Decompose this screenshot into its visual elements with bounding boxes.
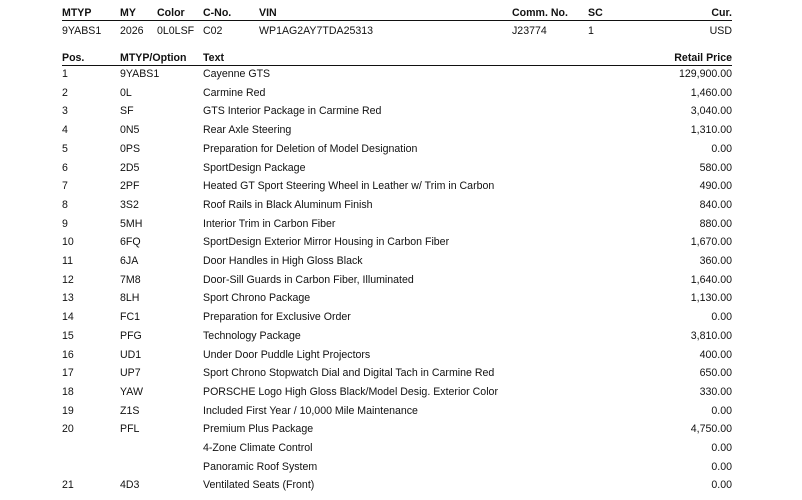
row-option-code: PFG	[120, 329, 142, 342]
row-pos: 6	[62, 161, 68, 174]
table-row	[0, 311, 802, 329]
row-pos: 13	[62, 292, 74, 305]
row-description: PORSCHE Logo High Gloss Black/Model Desig. Exterior Color	[203, 385, 498, 398]
row-retail-price: 0.00	[711, 460, 732, 473]
row-retail-price: 1,460.00	[690, 86, 732, 99]
mtyp-value: 9YABS1	[62, 25, 102, 37]
row-option-code: 8LH	[120, 292, 140, 305]
table-row	[0, 255, 802, 273]
row-option-code: 6FQ	[120, 236, 141, 249]
row-description: Preparation for Deletion of Model Designation	[203, 142, 418, 155]
row-pos: 20	[62, 423, 74, 436]
table-row	[0, 405, 802, 423]
row-retail-price: 400.00	[699, 348, 732, 361]
row-description: 4-Zone Climate Control	[203, 442, 313, 454]
table-row	[0, 442, 802, 460]
table-divider	[62, 65, 732, 66]
row-option-code: YAW	[120, 385, 143, 398]
comm-no-label: Comm. No.	[512, 7, 568, 19]
row-retail-price: 880.00	[699, 217, 732, 230]
row-description: Cayenne GTS	[203, 68, 271, 80]
color-value: 0L0LSF	[157, 25, 195, 37]
row-pos: 3	[62, 105, 68, 118]
row-option-code: 7M8	[120, 273, 141, 286]
row-retail-price: 3,040.00	[690, 105, 732, 118]
row-pos: 2	[62, 86, 68, 99]
row-retail-price: 129,900.00	[678, 68, 732, 80]
table-row	[0, 143, 802, 161]
pos-header: Pos.	[62, 52, 85, 64]
row-description: Sport Chrono Stopwatch Dial and Digital Tach in Carmine Red	[203, 367, 495, 380]
row-description: Under Door Puddle Light Projectors	[203, 348, 371, 361]
row-retail-price: 1,130.00	[690, 292, 732, 305]
row-retail-price: 330.00	[699, 385, 732, 398]
row-description: Ventilated Seats (Front)	[203, 479, 315, 492]
row-retail-price: 0.00	[711, 442, 732, 454]
table-row	[0, 162, 802, 180]
table-row	[0, 479, 802, 497]
mtyp-label: MTYP	[62, 7, 92, 19]
row-retail-price: 0.00	[711, 404, 732, 417]
row-description: Roof Rails in Black Aluminum Finish	[203, 198, 373, 211]
row-retail-price: 0.00	[711, 142, 732, 155]
row-description: Carmine Red	[203, 86, 266, 99]
option-header: MTYP/Option	[120, 52, 187, 64]
vin-value: WP1AG2AY7TDA25313	[259, 25, 374, 37]
row-description: Rear Axle Steering	[203, 124, 292, 137]
row-option-code: 4D3	[120, 479, 140, 492]
c-no-label: C-No.	[203, 7, 232, 19]
row-description: Door Handles in High Gloss Black	[203, 255, 363, 267]
row-description: SportDesign Package	[203, 161, 306, 174]
row-pos: 15	[62, 329, 74, 342]
table-row	[0, 330, 802, 348]
row-description: Premium Plus Package	[203, 423, 314, 436]
row-retail-price: 360.00	[699, 255, 732, 267]
row-retail-price: 1,670.00	[690, 236, 732, 249]
row-retail-price: 3,810.00	[690, 329, 732, 342]
row-pos: 5	[62, 142, 68, 155]
comm-no-value: J23774	[512, 25, 547, 37]
row-retail-price: 0.00	[711, 311, 732, 324]
row-description: Heated GT Sport Steering Wheel in Leather w/ Trim in Carbon	[203, 180, 495, 193]
row-pos: 7	[62, 180, 68, 193]
text-header: Text	[203, 52, 224, 64]
row-retail-price: 1,640.00	[690, 273, 732, 286]
table-row	[0, 386, 802, 404]
table-row	[0, 180, 802, 198]
my-value: 2026	[120, 25, 144, 37]
table-row	[0, 124, 802, 142]
row-pos: 16	[62, 348, 74, 361]
row-retail-price: 1,310.00	[690, 124, 732, 137]
table-row	[0, 236, 802, 254]
row-pos: 9	[62, 217, 68, 230]
table-row	[0, 199, 802, 217]
row-option-code: 0PS	[120, 142, 141, 155]
table-row	[0, 274, 802, 292]
row-option-code: Z1S	[120, 404, 140, 417]
row-pos: 19	[62, 404, 74, 417]
row-option-code: SF	[120, 105, 134, 118]
sc-label: SC	[588, 7, 603, 19]
row-description: SportDesign Exterior Mirror Housing in Carbon Fiber	[203, 236, 450, 249]
row-retail-price: 650.00	[699, 367, 732, 380]
table-row	[0, 349, 802, 367]
row-retail-price: 840.00	[699, 198, 732, 211]
row-description: GTS Interior Package in Carmine Red	[203, 105, 382, 118]
row-option-code: FC1	[120, 311, 141, 324]
table-row	[0, 105, 802, 123]
currency-label: Cur.	[711, 7, 732, 19]
price-header: Retail Price	[674, 52, 732, 64]
row-option-code: 9YABS1	[120, 68, 160, 80]
row-pos: 4	[62, 124, 68, 137]
row-pos: 17	[62, 367, 74, 380]
row-pos: 18	[62, 385, 74, 398]
color-label: Color	[157, 7, 185, 19]
table-row	[0, 218, 802, 236]
row-pos: 21	[62, 479, 74, 492]
row-option-code: 2D5	[120, 161, 140, 174]
row-option-code: PFL	[120, 423, 140, 436]
row-pos: 8	[62, 198, 68, 211]
sc-value: 1	[588, 25, 594, 37]
row-description: Interior Trim in Carbon Fiber	[203, 217, 336, 230]
row-retail-price: 580.00	[699, 161, 732, 174]
row-retail-price: 0.00	[711, 479, 732, 492]
row-pos: 10	[62, 236, 74, 249]
row-option-code: 0N5	[120, 124, 140, 137]
header-divider	[62, 20, 732, 21]
table-row	[0, 87, 802, 105]
row-pos: 12	[62, 273, 74, 286]
row-pos: 1	[62, 68, 68, 80]
row-pos: 11	[62, 255, 73, 267]
table-row	[0, 292, 802, 310]
table-row	[0, 68, 802, 86]
table-row	[0, 461, 802, 479]
row-option-code: 0L	[120, 86, 132, 99]
row-option-code: UP7	[120, 367, 141, 380]
row-pos: 14	[62, 311, 74, 324]
row-description: Technology Package	[203, 329, 301, 342]
table-row	[0, 367, 802, 385]
row-description: Door-Sill Guards in Carbon Fiber, Illuminated	[203, 273, 414, 286]
row-option-code: 6JA	[120, 255, 139, 267]
row-retail-price: 4,750.00	[690, 423, 732, 436]
row-retail-price: 490.00	[699, 180, 732, 193]
row-description: Panoramic Roof System	[203, 460, 318, 473]
row-description: Included First Year / 10,000 Mile Maintenance	[203, 404, 418, 417]
row-description: Preparation for Exclusive Order	[203, 311, 351, 324]
row-option-code: 5MH	[120, 217, 143, 230]
row-option-code: 3S2	[120, 198, 139, 211]
row-option-code: 2PF	[120, 180, 140, 193]
table-row	[0, 423, 802, 441]
row-description: Sport Chrono Package	[203, 292, 311, 305]
currency-value: USD	[709, 25, 732, 37]
c-no-value: C02	[203, 25, 223, 37]
my-label: MY	[120, 7, 136, 19]
row-option-code: UD1	[120, 348, 142, 361]
vin-label: VIN	[259, 7, 277, 19]
